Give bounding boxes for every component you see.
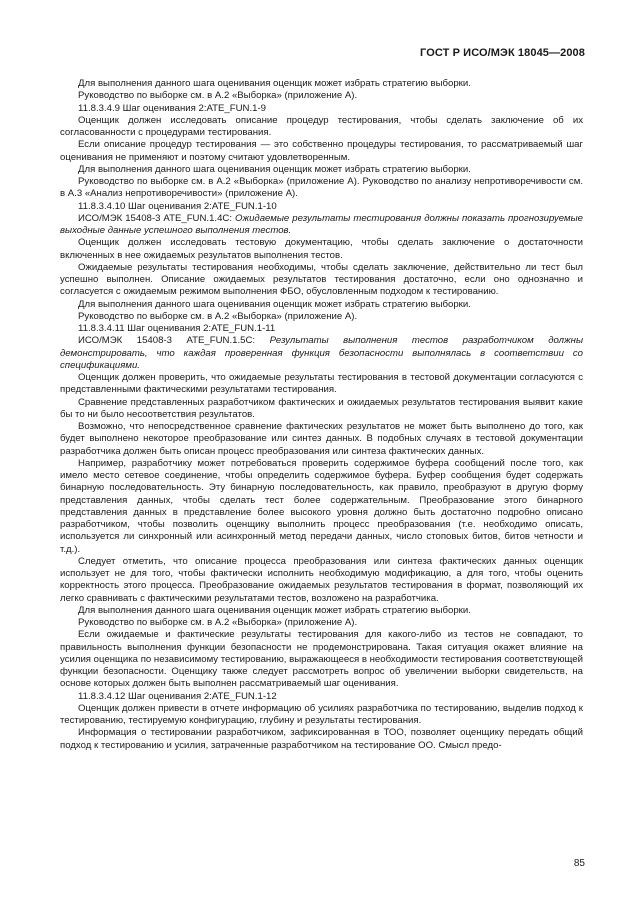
document-body <box>60 78 583 752</box>
step-heading: 11.8.3.4.12 Шаг оценивания 2:ATE_FUN.1-12 <box>78 690 277 702</box>
paragraph: Оценщик должен исследовать описание процедур тестирования, чтобы сделать заключение об их согласованности с процедурами тестирования. <box>60 114 583 138</box>
paragraph: Например, разработчику может потребоваться проверить содержимое буфера сообщений после того, как имело место сетевое соединение, чтобы определить содержимое буфера. Буфер сообщения будет содержать бинарную последовательность. Эту бинарную последовательность, как правило, преобразуют в другую форму представления данных, чтобы сделать тест более содержательным. Преобразование этого бинарного представления данных в представление более высокого уровня должно быть достаточно подробно описано разработчиком, чтобы позволить оценщику выполнить процесс преобразования (т.е. необходимо описать, используется ли синхронный или асинхронный метод передачи данных, число стоповых битов, битов четности и т.д.). <box>60 457 583 555</box>
paragraph: Для выполнения данного шага оценивания оценщик может избрать стратегию выборки. <box>78 78 471 89</box>
paragraph: Для выполнения данного шага оценивания оценщик может избрать стратегию выборки. <box>78 298 471 310</box>
paragraph: Оценщик должен проверить, что ожидаемые результаты тестирования в тестовой документации согласуются с представленными фактическими результатами тестирования. <box>60 372 583 396</box>
paragraph: Для выполнения данного шага оценивания оценщик может избрать стратегию выборки. <box>78 163 471 175</box>
paragraph: Если ожидаемые и фактические результаты тестирования для какого-либо из тестов не совпадают, то правильность выполнения функции безопасности не продемонстрирована. Такая ситуация окажет влияние на усилия оценщика по независимому тестированию, выражающееся в необходимости тестирования соответствующей функции безопасности. Оценщику также следует рассмотреть вопрос об увеличении выборки свидетельств, на основе которых должен быть выполнен рассматриваемый шаг оценивания. <box>60 629 583 690</box>
paragraph: Оценщик должен привести в отчете информацию об усилиях разработчика по тестированию, выделив подход к тестированию, тестируемую конфигурацию, глубину и результаты тестирования. <box>60 702 583 726</box>
step-heading: 11.8.3.4.11 Шаг оценивания 2:ATE_FUN.1-11 <box>78 323 276 334</box>
paragraph: Сравнение представленных разработчиком фактических и ожидаемых результатов тестирования выявит какие бы то ни было несоответствия результатов. <box>60 396 583 420</box>
paragraph: Руководство по выборке см. в А.2 «Выборка» (приложение А). <box>78 90 358 102</box>
paragraph: Руководство по выборке см. в А.2 «Выборка» (приложение А). Руководство по анализу непротиворечивости см. в А.3 «Анализ непротиворечивости» (приложение А). <box>60 176 583 200</box>
paragraph: Если описание процедур тестирования — это собственно процедуры тестирования, то рассматриваемый шаг оценивания не применяют и поэтому считают удовлетворенным. <box>60 139 583 163</box>
paragraph: Информация о тестировании разработчиком, зафиксированная в ТОО, позволяет оценщику передать общий подход к тестированию и усилия, затраченные разработчиком на тестирование ОО. Смысл предо- <box>60 727 583 751</box>
page-number: 85 <box>573 858 585 869</box>
paragraph: Руководство по выборке см. в А.2 «Выборка» (приложение А). <box>78 617 358 628</box>
paragraph: Для выполнения данного шага оценивания оценщик может избрать стратегию выборки. <box>78 604 471 616</box>
paragraph: Ожидаемые результаты тестирования необходимы, чтобы сделать заключение, действительно ли тест был успешно выполнен. Описание ожидаемых результатов тестирования достаточно, если оно однозначно и согласуется с ожидаемым режимом выполнения ФБО, обусловленным подходом к тестированию. <box>60 261 583 298</box>
step-heading: 11.8.3.4.9 Шаг оценивания 2:ATE_FUN.1-9 <box>78 102 267 114</box>
paragraph: Следует отметить, что описание процесса преобразования или синтеза фактических данных оценщик использует не для того, чтобы фактически исполнить необходимую модификацию, а для того, чтобы оценить корректность этого процесса. Преобразование ожидаемых результатов тестирования в формат, позволяющий их легко сравнивать с фактическими результатами тестов, возложено на разработчика. <box>60 555 583 604</box>
standard-citation: ИСО/МЭК 15408-3 ATE_FUN.1.5C: Результаты выполнения тестов разработчиком должны демонстрировать, что каждая проверенная функция безопасности выполнялась в соответствии со спецификациями. <box>60 335 583 371</box>
paragraph: Оценщик должен исследовать тестовую документацию, чтобы сделать заключение о достаточности включенных в нее ожидаемых результатов выполнения тестов. <box>60 237 583 261</box>
standard-header: ГОСТ Р ИСО/МЭК 18045—2008 <box>420 47 585 59</box>
paragraph: Возможно, что непосредственное сравнение фактических результатов не может быть выполнено до того, как будет выполнено некоторое преобразование или синтез данных. В подобных случаях в тестовой документации разработчика должен быть описан процесс преобразования или синтеза фактических данных. <box>60 421 583 457</box>
paragraph: Руководство по выборке см. в А.2 «Выборка» (приложение А). <box>78 310 358 322</box>
step-heading: 11.8.3.4.10 Шаг оценивания 2:ATE_FUN.1-10 <box>78 200 277 212</box>
standard-citation: ИСО/МЭК 15408-3 ATE_FUN.1.4C: Ожидаемые результаты тестирования должны показать прогнозируемые выходные данные успешного выполнения тестов. <box>60 212 584 236</box>
